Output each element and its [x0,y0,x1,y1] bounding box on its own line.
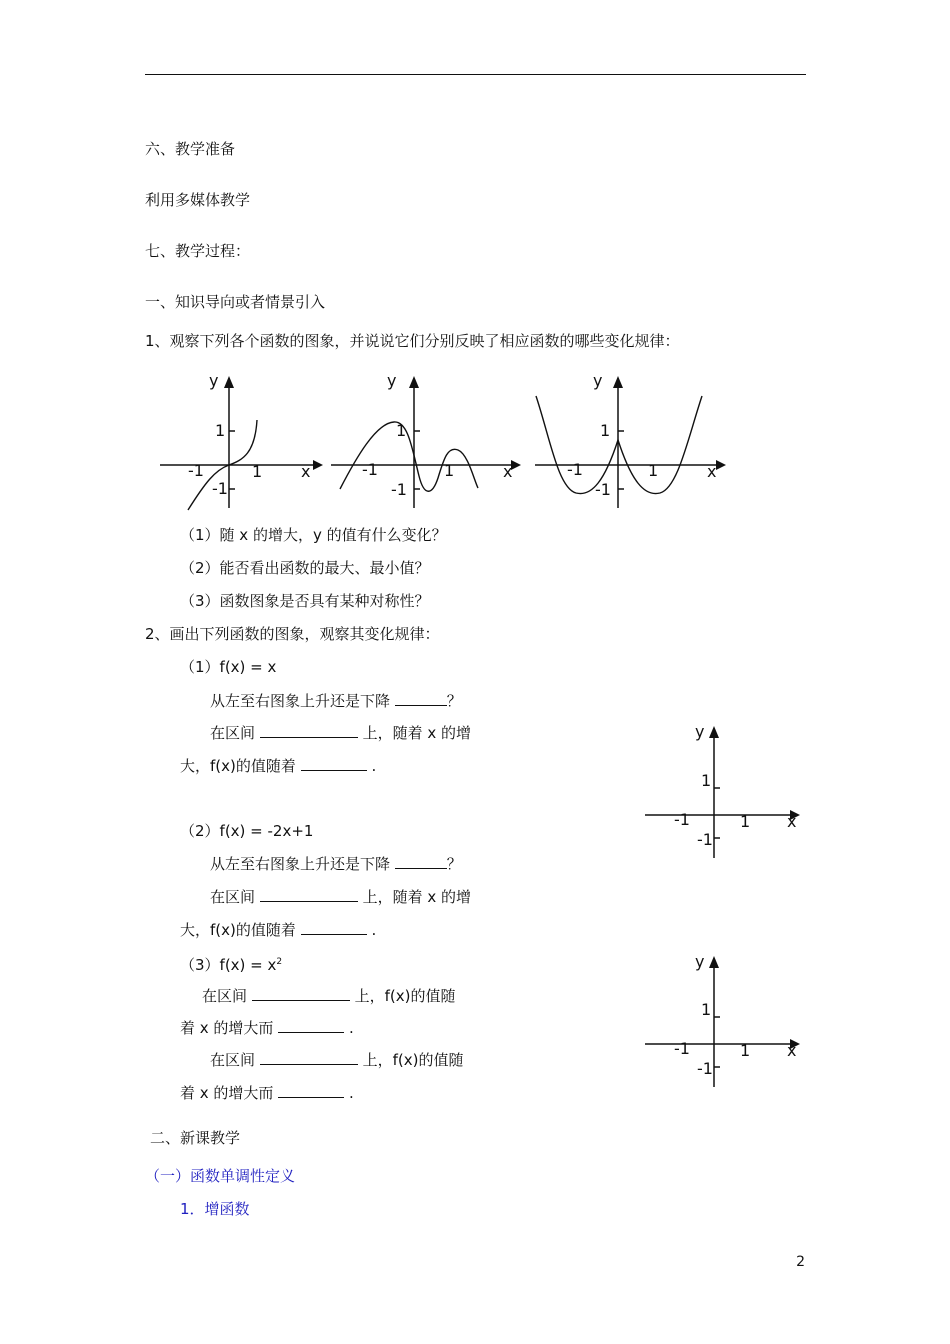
part2-item-increasing-function: 1．增函数 [180,1200,250,1218]
svg-text:1: 1 [740,1041,751,1060]
question-1: 1、观察下列各个函数的图象，并说说它们分别反映了相应函数的哪些变化规律： [145,332,680,350]
graph-2-x-label: x [503,462,513,481]
exercise-1-title: （1）f(x) = x [180,658,277,676]
page-number: 2 [796,1254,805,1270]
svg-text:-1: -1 [697,1059,713,1078]
graph-1-y-arrow [224,376,234,388]
svg-text:-1: -1 [674,810,690,829]
graph-3-x-label: x [707,462,717,481]
graph-3 [530,368,730,516]
exercise-2-line-2: 在区间 上，随着 x 的增 [210,888,471,906]
graph-1-x-label: x [301,462,311,481]
exercise-1-line-2: 在区间 上，随着 x 的增 [210,724,471,742]
graph-3-one-x: 1 [648,461,659,480]
graph-3-one-y: 1 [600,421,611,440]
exercise-2-line-3: 大，f(x)的值随着 . [180,921,377,939]
exercise-3-line-3: 在区间 上，f(x)的值随 [210,1051,464,1069]
header-rule [145,74,806,75]
graph-2-y-label: y [387,371,397,390]
graph-1-neg-one-x: -1 [188,461,204,480]
answer-blank[interactable] [395,691,447,706]
svg-text:y: y [695,722,705,741]
svg-text:x: x [787,1041,797,1060]
preparation-body: 利用多媒体教学 [145,191,251,209]
graph-1-one-y: 1 [215,421,226,440]
graph-2-one-x: 1 [444,461,455,480]
question-2: 2、画出下列函数的图象，观察其变化规律： [145,625,440,643]
exercise-3-line-4: 着 x 的增大而 . [180,1084,354,1102]
part1-heading: 一、知识导向或者情景引入 [145,293,326,311]
svg-text:1: 1 [701,1000,712,1019]
answer-blank[interactable] [260,887,358,902]
svg-text:x: x [787,812,797,831]
svg-text:1: 1 [701,771,712,790]
graph-3-neg-one-y: -1 [595,480,611,499]
graph-2-curve [340,422,478,491]
exercise-2-line-1: 从左至右图象上升还是下降 ？ [210,855,462,873]
svg-text:-1: -1 [674,1039,690,1058]
answer-blank[interactable] [301,756,367,771]
svg-text:1: 1 [740,812,751,831]
graph-2 [326,368,526,516]
part2-subheading: （一）函数单调性定义 [145,1167,296,1185]
section-heading-preparation: 六、教学准备 [145,140,236,158]
graph-2-one-y: 1 [396,421,407,440]
graph-1-one-x: 1 [252,462,263,481]
blank-axes-2 [640,946,810,1094]
answer-blank[interactable] [278,1083,344,1098]
graph-3-neg-one-x: -1 [567,460,583,479]
blank-axes-1 [640,716,810,864]
question-1-sub-1: （1）随 x 的增大，y 的值有什么变化？ [180,526,447,544]
exercise-1-line-1: 从左至右图象上升还是下降 ？ [210,692,462,710]
exercise-2-title: （2）f(x) = -2x+1 [180,822,314,840]
answer-blank[interactable] [278,1018,344,1033]
graph-2-neg-one-x: -1 [362,460,378,479]
question-1-sub-2: （2）能否看出函数的最大、最小值？ [180,559,430,577]
answer-blank[interactable] [252,986,350,1001]
exercise-3-line-2: 着 x 的增大而 . [180,1019,354,1037]
answer-blank[interactable] [260,1050,358,1065]
answer-blank[interactable] [301,920,367,935]
graph-1-y-label: y [209,371,219,390]
part2-heading: 二、新课教学 [150,1129,241,1147]
answer-blank[interactable] [260,723,358,738]
graph-2-neg-one-y: -1 [391,480,407,499]
answer-blank[interactable] [395,854,447,869]
graph-1 [155,368,325,516]
exercise-1-line-3: 大，f(x)的值随着 . [180,757,377,775]
graph-3-curve [536,396,702,494]
graph-1-x-arrow [313,460,323,470]
section-heading-process: 七、教学过程： [145,242,251,260]
exercise-3-title: $(3)f(x) = x^2$ [180,956,283,974]
exercise-3-line-1: 在区间 上，f(x)的值随 [202,987,456,1005]
svg-text:-1: -1 [697,830,713,849]
graph-3-y-label: y [593,371,603,390]
question-1-sub-3: （3）函数图象是否具有某种对称性？ [180,592,430,610]
graph-1-neg-one-y: -1 [212,479,228,498]
svg-text:y: y [695,952,705,971]
